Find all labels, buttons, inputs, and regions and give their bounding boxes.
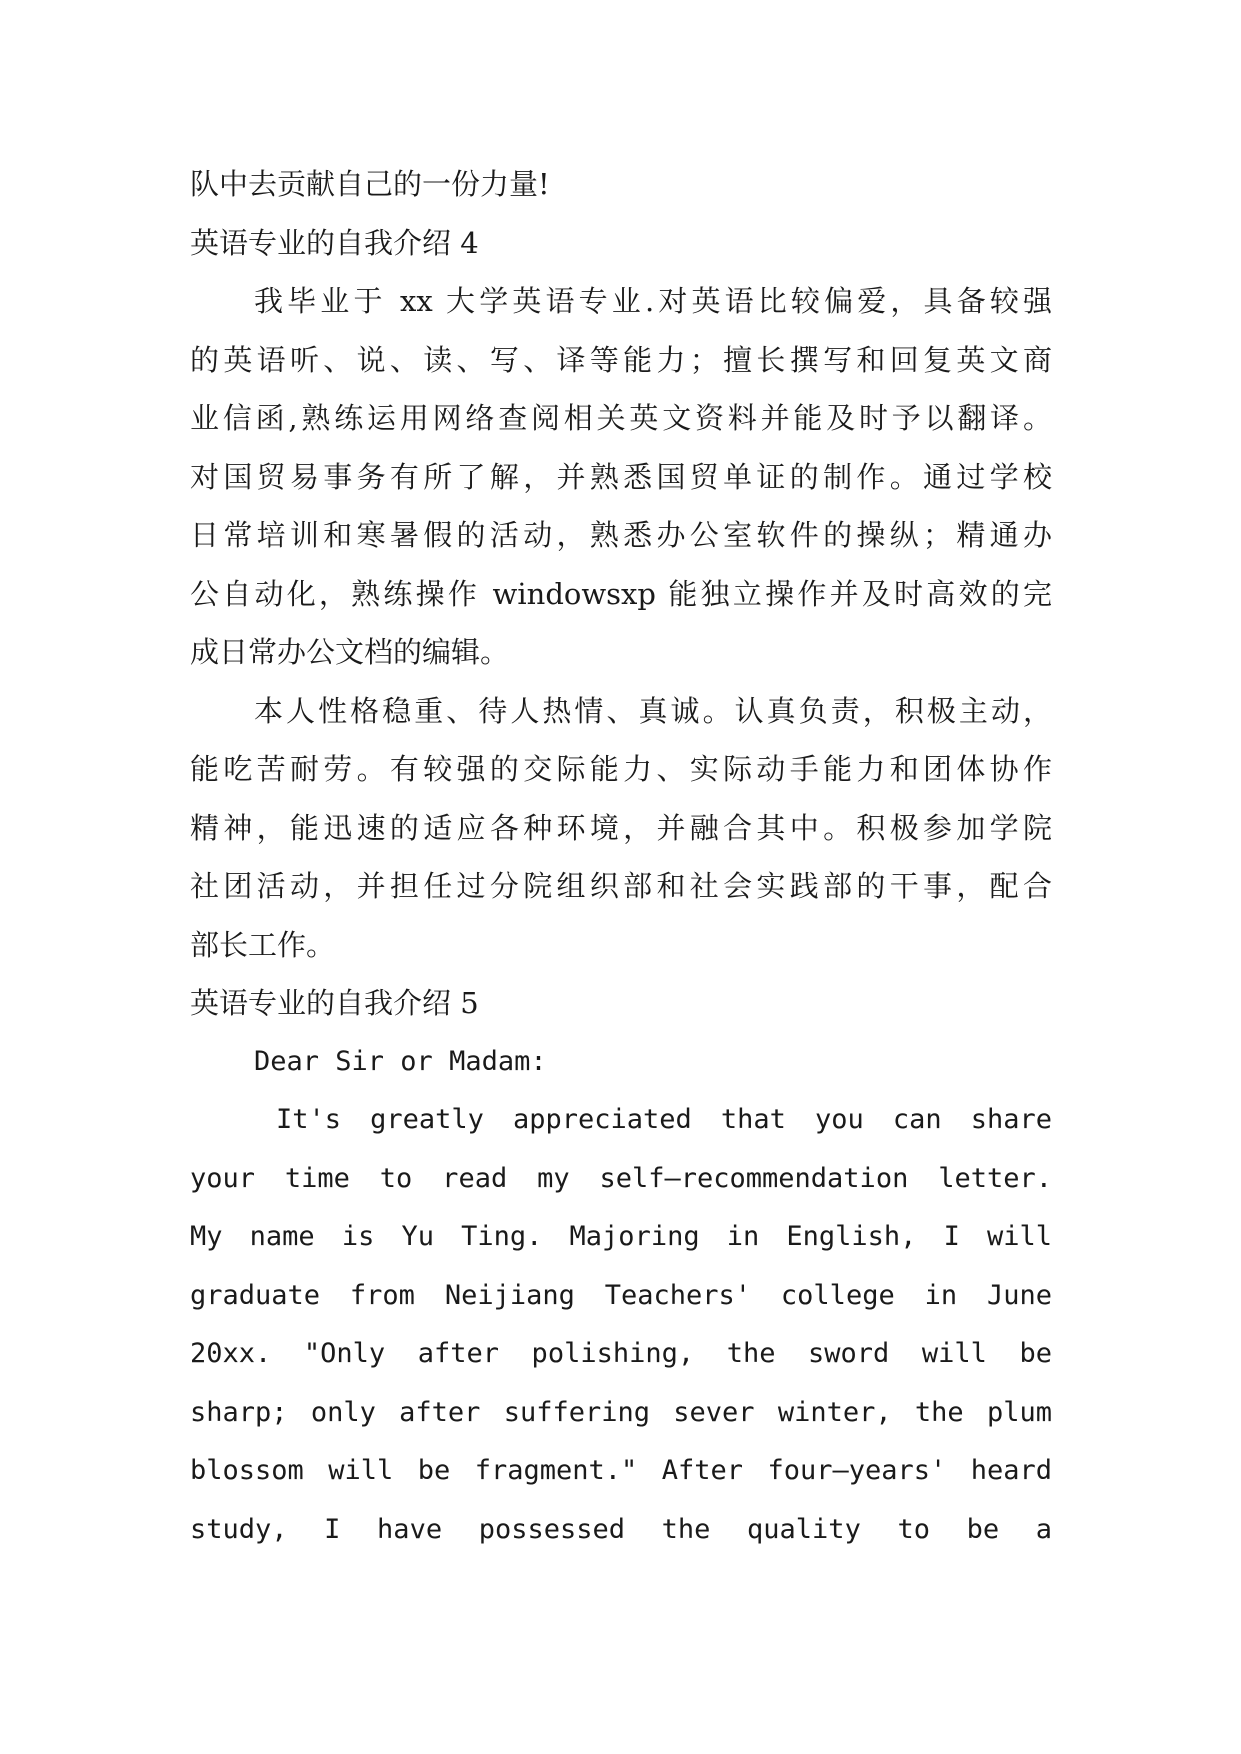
paragraph-line: 对国贸易事务有所了解，并熟悉国贸单证的制作。通过学校 — [190, 459, 1052, 494]
paragraph-line: 公自动化，熟练操作 windowsxp 能独立操作并及时高效的完 — [190, 576, 1052, 611]
paragraph-line: 我毕业于 xx 大学英语专业.对英语比较偏爱，具备较强 — [254, 284, 1052, 318]
section-heading: 英语专业的自我介绍 4 — [190, 225, 479, 260]
letter-line: blossom will be fragment." After four—years' heard — [190, 1455, 1052, 1486]
letter-line: 20xx. "Only after polishing, the sword will be — [190, 1338, 1052, 1369]
paragraph-line: 能吃苦耐劳。有较强的交际能力、实际动手能力和团体协作 — [190, 752, 1052, 786]
letter-line: study, I have possessed the quality to be a — [190, 1513, 1052, 1545]
paragraph-line: 社团活动，并担任过分院组织部和社会实践部的干事，配合 — [190, 869, 1052, 903]
document-page — [190, 155, 1052, 1559]
letter-line: your time to read my self—recommendation letter. — [190, 1162, 1052, 1194]
text-line: 队中去贡献自己的一份力量! — [190, 167, 550, 201]
paragraph-line: 成日常办公文档的编辑。 — [190, 635, 510, 669]
letter-line: My name is Yu Ting. Majoring in English, I will — [190, 1221, 1052, 1252]
paragraph-line: 本人性格稳重、待人热情、真诚。认真负责，积极主动， — [254, 693, 1052, 728]
paragraph-line: 部长工作。 — [190, 927, 336, 962]
paragraph-line: 的英语听、说、读、写、译等能力；擅长撰写和回复英文商 — [190, 342, 1052, 377]
letter-salutation: Dear Sir or Madam: — [254, 1045, 547, 1077]
letter-line: graduate from Neijiang Teachers' college in June — [190, 1279, 1052, 1311]
paragraph-line: 业信函,熟练运用网络查阅相关英文资料并能及时予以翻译。 — [190, 401, 1052, 435]
section-heading: 英语专业的自我介绍 5 — [190, 986, 479, 1020]
paragraph-line: 日常培训和寒暑假的活动，熟悉办公室软件的操纵；精通办 — [190, 518, 1052, 552]
letter-line: sharp; only after suffering sever winter, the plum — [190, 1396, 1052, 1428]
paragraph-line: 精神，能迅速的适应各种环境，并融合其中。积极参加学院 — [190, 810, 1052, 845]
letter-line: It's greatly appreciated that you can share — [276, 1104, 1052, 1135]
